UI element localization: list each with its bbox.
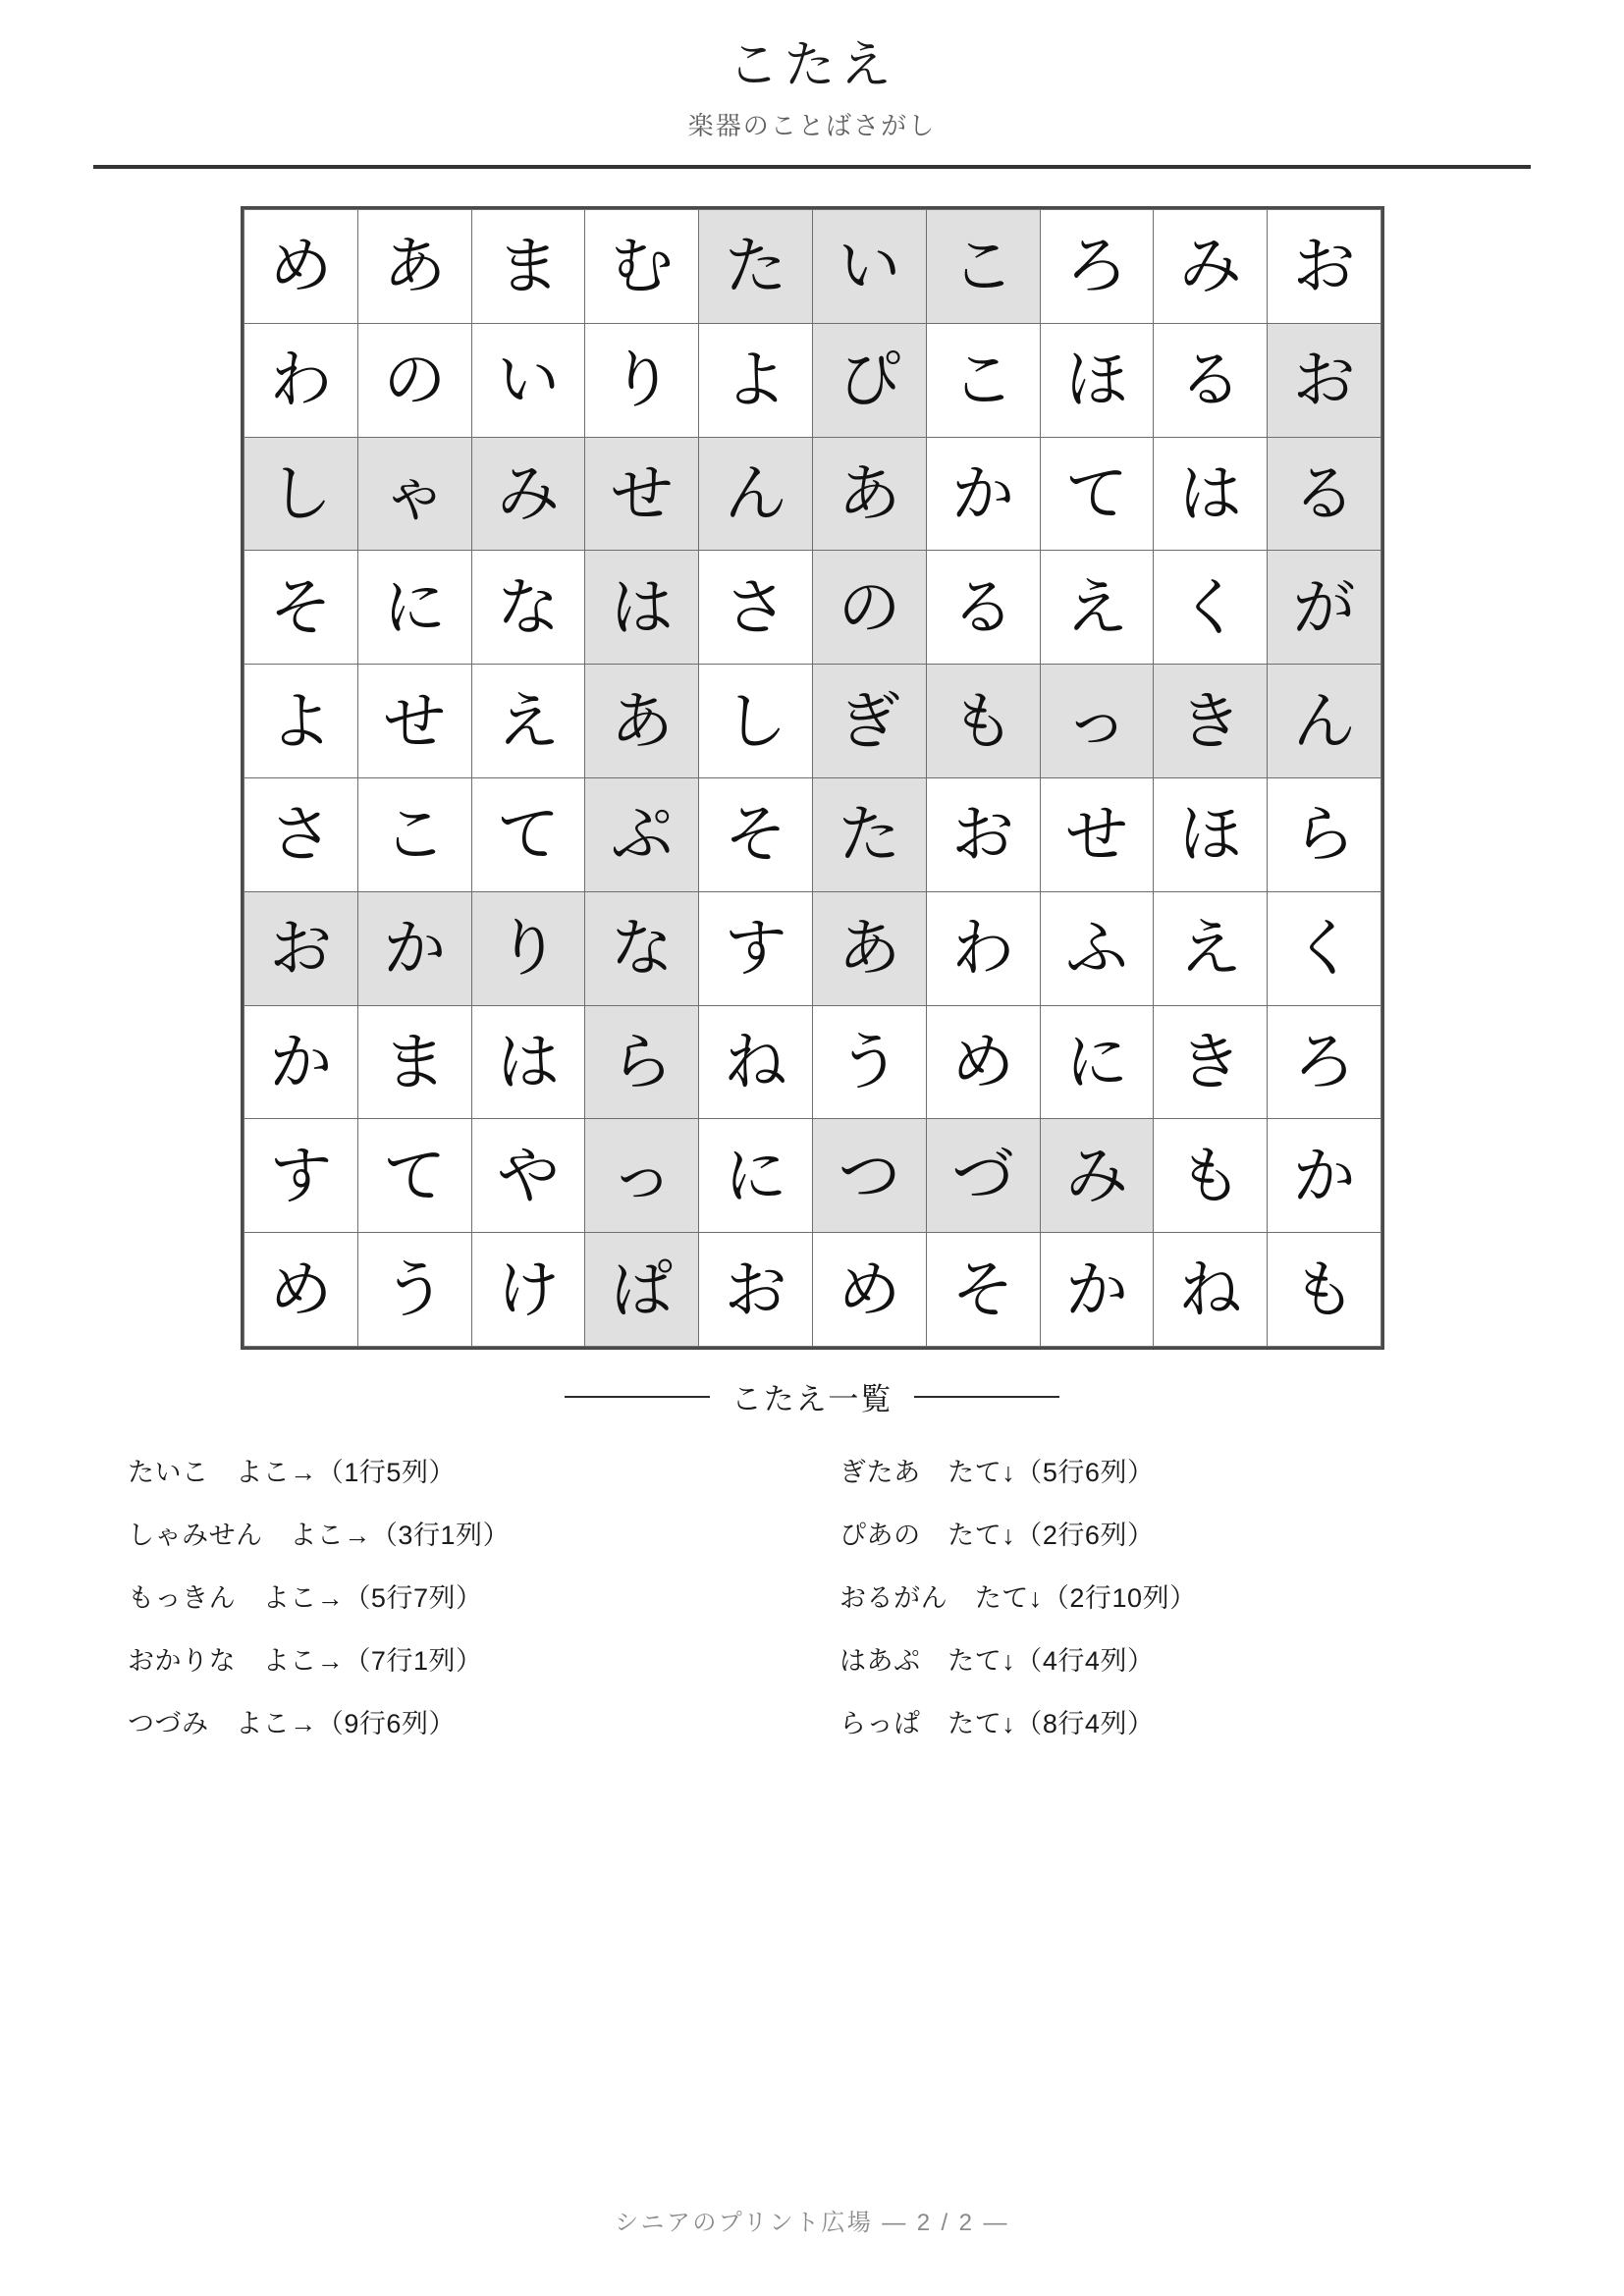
- grid-cell[interactable]: や: [471, 1119, 585, 1233]
- grid-row: [244, 210, 1381, 324]
- grid-cell[interactable]: く: [1154, 551, 1268, 665]
- grid-cell[interactable]: こ: [926, 323, 1040, 437]
- grid-cell[interactable]: も: [926, 665, 1040, 778]
- grid-cell[interactable]: に: [699, 1119, 813, 1233]
- answer-item: ぴあの たて↓（2行6列）: [839, 1520, 1155, 1550]
- answer-item: つづみ よこ→（9行6列）: [128, 1708, 457, 1738]
- grid-cell[interactable]: て: [1040, 437, 1154, 551]
- grid-cell[interactable]: り: [471, 891, 585, 1005]
- word-search-grid: [241, 206, 1384, 1350]
- grid-cell[interactable]: か: [926, 437, 1040, 551]
- grid-cell[interactable]: た: [812, 777, 926, 891]
- grid-cell[interactable]: も: [1154, 1119, 1268, 1233]
- grid-cell[interactable]: い: [471, 323, 585, 437]
- grid-cell[interactable]: て: [471, 777, 585, 891]
- grid-cell[interactable]: せ: [1040, 777, 1154, 891]
- grid-cell[interactable]: ほ: [1040, 323, 1154, 437]
- grid-cell[interactable]: し: [699, 665, 813, 778]
- grid-cell[interactable]: そ: [699, 777, 813, 891]
- grid-cell[interactable]: ん: [1268, 665, 1381, 778]
- grid-cell[interactable]: こ: [357, 777, 471, 891]
- grid-cell[interactable]: さ: [699, 551, 813, 665]
- grid-cell[interactable]: め: [244, 1233, 358, 1347]
- grid-cell[interactable]: か: [1040, 1233, 1154, 1347]
- grid-cell[interactable]: ふ: [1040, 891, 1154, 1005]
- grid-cell[interactable]: お: [1268, 210, 1381, 324]
- grid-cell[interactable]: き: [1154, 665, 1268, 778]
- grid-cell[interactable]: に: [357, 551, 471, 665]
- answer-item: はあぷ たて↓（4行4列）: [839, 1645, 1155, 1676]
- grid-row: [244, 1233, 1381, 1347]
- grid-cell[interactable]: っ: [1040, 665, 1154, 778]
- grid-cell[interactable]: も: [1268, 1233, 1381, 1347]
- grid-cell[interactable]: ら: [1268, 777, 1381, 891]
- grid-cell[interactable]: お: [699, 1233, 813, 1347]
- grid-cell[interactable]: っ: [585, 1119, 699, 1233]
- grid-row: [244, 1005, 1381, 1119]
- answer-item: もっきん よこ→（5行7列）: [128, 1582, 483, 1613]
- answers-column-vertical: [839, 1441, 1488, 1755]
- answers-heading-label: こたえ一覧: [731, 1382, 893, 1416]
- grid-cell[interactable]: し: [244, 437, 358, 551]
- grid-cell[interactable]: る: [926, 551, 1040, 665]
- grid-cell[interactable]: す: [244, 1119, 358, 1233]
- grid-cell[interactable]: ろ: [1268, 1005, 1381, 1119]
- grid-cell[interactable]: み: [1154, 210, 1268, 324]
- grid-cell[interactable]: せ: [585, 437, 699, 551]
- grid-cell[interactable]: わ: [926, 891, 1040, 1005]
- answers-heading-rule-left: [565, 1396, 710, 1398]
- answers-heading: [0, 1374, 1624, 1418]
- grid-cell[interactable]: め: [244, 210, 358, 324]
- grid-cell[interactable]: み: [1040, 1119, 1154, 1233]
- answer-item: らっぱ たて↓（8行4列）: [839, 1708, 1155, 1738]
- grid-cell[interactable]: あ: [812, 891, 926, 1005]
- answer-item: おかりな よこ→（7行1列）: [128, 1645, 483, 1676]
- grid-cell[interactable]: せ: [357, 665, 471, 778]
- grid-cell[interactable]: く: [1268, 891, 1381, 1005]
- grid-cell[interactable]: き: [1154, 1005, 1268, 1119]
- grid-row: [244, 551, 1381, 665]
- grid-cell[interactable]: な: [471, 551, 585, 665]
- answers-heading-rule-right: [914, 1396, 1059, 1398]
- grid-cell[interactable]: る: [1154, 323, 1268, 437]
- grid-cell[interactable]: る: [1268, 437, 1381, 551]
- grid-cell[interactable]: け: [471, 1233, 585, 1347]
- grid-row: [244, 1119, 1381, 1233]
- grid-cell[interactable]: づ: [926, 1119, 1040, 1233]
- grid-cell[interactable]: お: [926, 777, 1040, 891]
- grid-cell[interactable]: え: [1040, 551, 1154, 665]
- answer-item: ぎたあ たて↓（5行6列）: [839, 1457, 1155, 1487]
- word-search-table: [244, 209, 1381, 1347]
- answer-item: おるがん たて↓（2行10列）: [839, 1582, 1197, 1613]
- grid-cell[interactable]: ぱ: [585, 1233, 699, 1347]
- grid-cell[interactable]: そ: [926, 1233, 1040, 1347]
- grid-cell[interactable]: の: [812, 551, 926, 665]
- header-divider: [93, 165, 1531, 169]
- grid-cell[interactable]: て: [357, 1119, 471, 1233]
- grid-cell[interactable]: ぎ: [812, 665, 926, 778]
- grid-cell[interactable]: ね: [1154, 1233, 1268, 1347]
- grid-cell[interactable]: た: [699, 210, 813, 324]
- grid-cell[interactable]: え: [1154, 891, 1268, 1005]
- grid-cell[interactable]: あ: [585, 665, 699, 778]
- grid-cell[interactable]: ぴ: [812, 323, 926, 437]
- grid-cell[interactable]: よ: [699, 323, 813, 437]
- grid-cell[interactable]: わ: [244, 323, 358, 437]
- page-footer: シニアのプリント広場 ― 2 / 2 ―: [615, 2210, 1009, 2236]
- grid-cell[interactable]: あ: [812, 437, 926, 551]
- grid-cell[interactable]: か: [244, 1005, 358, 1119]
- grid-cell[interactable]: に: [1040, 1005, 1154, 1119]
- grid-cell[interactable]: は: [1154, 437, 1268, 551]
- page-header: [0, 0, 1624, 142]
- grid-cell[interactable]: そ: [244, 551, 358, 665]
- grid-cell[interactable]: ま: [471, 210, 585, 324]
- grid-cell[interactable]: う: [812, 1005, 926, 1119]
- grid-cell[interactable]: む: [585, 210, 699, 324]
- grid-row: [244, 665, 1381, 778]
- grid-cell[interactable]: ろ: [1040, 210, 1154, 324]
- grid-cell[interactable]: さ: [244, 777, 358, 891]
- grid-row: [244, 437, 1381, 551]
- grid-cell[interactable]: の: [357, 323, 471, 437]
- grid-cell[interactable]: ほ: [1154, 777, 1268, 891]
- grid-cell[interactable]: う: [357, 1233, 471, 1347]
- answer-item: しゃみせん よこ→（3行1列）: [128, 1520, 511, 1550]
- grid-cell[interactable]: か: [1268, 1119, 1381, 1233]
- grid-cell[interactable]: ら: [585, 1005, 699, 1119]
- grid-cell[interactable]: お: [1268, 323, 1381, 437]
- grid-cell[interactable]: こ: [926, 210, 1040, 324]
- grid-cell[interactable]: は: [471, 1005, 585, 1119]
- grid-cell[interactable]: か: [357, 891, 471, 1005]
- answers-column-horizontal: [128, 1441, 776, 1755]
- grid-cell[interactable]: お: [244, 891, 358, 1005]
- page-title: こたえ: [728, 37, 896, 94]
- grid-cell[interactable]: い: [812, 210, 926, 324]
- grid-cell[interactable]: つ: [812, 1119, 926, 1233]
- grid-cell[interactable]: ゃ: [357, 437, 471, 551]
- grid-cell[interactable]: え: [471, 665, 585, 778]
- grid-cell[interactable]: み: [471, 437, 585, 551]
- grid-cell[interactable]: ん: [699, 437, 813, 551]
- grid-cell[interactable]: あ: [357, 210, 471, 324]
- grid-cell[interactable]: ね: [699, 1005, 813, 1119]
- grid-row: [244, 323, 1381, 437]
- page-subtitle: 楽器のことばさがし: [687, 110, 937, 140]
- grid-cell[interactable]: め: [812, 1233, 926, 1347]
- grid-cell[interactable]: り: [585, 323, 699, 437]
- grid-cell[interactable]: よ: [244, 665, 358, 778]
- grid-cell[interactable]: な: [585, 891, 699, 1005]
- grid-cell[interactable]: が: [1268, 551, 1381, 665]
- grid-cell[interactable]: ぷ: [585, 777, 699, 891]
- grid-row: [244, 777, 1381, 891]
- answer-item: たいこ よこ→（1行5列）: [128, 1457, 457, 1487]
- grid-cell[interactable]: ま: [357, 1005, 471, 1119]
- grid-cell[interactable]: め: [926, 1005, 1040, 1119]
- grid-row: [244, 891, 1381, 1005]
- grid-cell[interactable]: す: [699, 891, 813, 1005]
- grid-cell[interactable]: は: [585, 551, 699, 665]
